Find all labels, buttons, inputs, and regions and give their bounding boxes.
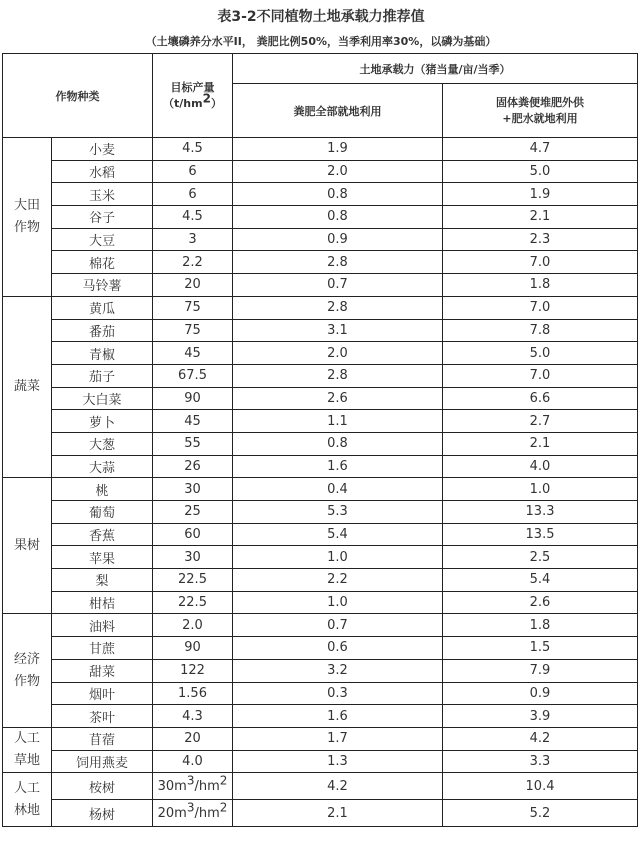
crop-name-cell: 茄子: [52, 364, 153, 387]
target-yield-cell: 4.5: [153, 138, 233, 161]
table-row: [3, 637, 638, 660]
table-row: [3, 160, 638, 183]
solid-compost-cell: 2.7: [443, 410, 638, 433]
target-yield-cell: 75: [153, 296, 233, 319]
target-yield-cell: 20: [153, 727, 233, 750]
solid-compost-cell: 7.0: [443, 296, 638, 319]
crop-name-cell: 玉米: [52, 183, 153, 206]
header-yield-label: 目标产量: [170, 80, 215, 94]
target-yield-cell: 90: [153, 637, 233, 660]
category-cell: 蔬菜: [3, 296, 52, 478]
target-yield-cell: 2.0: [153, 614, 233, 637]
table-row: [3, 546, 638, 569]
solid-compost-cell: 7.9: [443, 659, 638, 682]
category-cell: 人工 草地: [3, 727, 52, 772]
table-row: [3, 727, 638, 750]
category-cell: 人工 林地: [3, 773, 52, 827]
solid-compost-cell: 7.8: [443, 319, 638, 342]
manure-full-use-cell: 2.1: [233, 800, 443, 827]
manure-full-use-cell: 2.0: [233, 342, 443, 365]
crop-name-cell: 马铃薯: [52, 274, 153, 297]
table-row: [3, 432, 638, 455]
crop-name-cell: 茶叶: [52, 705, 153, 728]
manure-full-use-cell: 0.4: [233, 478, 443, 501]
crop-name-cell: 饲用燕麦: [52, 750, 153, 773]
manure-full-use-cell: 0.8: [233, 183, 443, 206]
solid-compost-cell: 4.7: [443, 138, 638, 161]
solid-compost-cell: 10.4: [443, 773, 638, 800]
target-yield-cell: 2.2: [153, 251, 233, 274]
table-row: [3, 501, 638, 524]
target-yield-cell: 6: [153, 160, 233, 183]
table-row: [3, 228, 638, 251]
solid-compost-cell: 5.0: [443, 342, 638, 365]
target-yield-cell: 4.0: [153, 750, 233, 773]
target-yield-cell: 75: [153, 319, 233, 342]
solid-compost-cell: 2.5: [443, 546, 638, 569]
table-row: [3, 523, 638, 546]
target-yield-cell: 6: [153, 183, 233, 206]
solid-compost-cell: 13.5: [443, 523, 638, 546]
manure-full-use-cell: 5.4: [233, 523, 443, 546]
crop-name-cell: 青椒: [52, 342, 153, 365]
crop-name-cell: 黄瓜: [52, 296, 153, 319]
manure-full-use-cell: 0.6: [233, 637, 443, 660]
crop-name-cell: 番茄: [52, 319, 153, 342]
table-row: [3, 478, 638, 501]
target-yield-cell: 25: [153, 501, 233, 524]
crop-name-cell: 桃: [52, 478, 153, 501]
table-row: [3, 296, 638, 319]
table-row: [3, 319, 638, 342]
solid-compost-cell: 3.9: [443, 705, 638, 728]
target-yield-cell: 30: [153, 478, 233, 501]
target-yield-cell: 60: [153, 523, 233, 546]
target-yield-cell: 22.5: [153, 591, 233, 614]
solid-compost-cell: 3.3: [443, 750, 638, 773]
crop-name-cell: 甘蔗: [52, 637, 153, 660]
table-row: [3, 183, 638, 206]
crop-name-cell: 烟叶: [52, 682, 153, 705]
crop-name-cell: 油料: [52, 614, 153, 637]
manure-full-use-cell: 1.3: [233, 750, 443, 773]
manure-full-use-cell: 4.2: [233, 773, 443, 800]
crop-name-cell: 萝卜: [52, 410, 153, 433]
manure-full-use-cell: 0.9: [233, 228, 443, 251]
category-cell: 大田 作物: [3, 138, 52, 297]
manure-full-use-cell: 1.9: [233, 138, 443, 161]
solid-compost-cell: 1.9: [443, 183, 638, 206]
table-row: [3, 591, 638, 614]
manure-full-use-cell: 2.0: [233, 160, 443, 183]
solid-compost-cell: 2.1: [443, 432, 638, 455]
manure-full-use-cell: 0.8: [233, 432, 443, 455]
manure-full-use-cell: 5.3: [233, 501, 443, 524]
solid-compost-cell: 2.1: [443, 206, 638, 229]
manure-full-use-cell: 2.8: [233, 364, 443, 387]
manure-full-use-cell: 0.8: [233, 206, 443, 229]
target-yield-cell: 4.5: [153, 206, 233, 229]
manure-full-use-cell: 2.8: [233, 251, 443, 274]
manure-full-use-cell: 1.6: [233, 455, 443, 478]
crop-name-cell: 棉花: [52, 251, 153, 274]
header-yield-unit: $(t/hm^2)$: [163, 90, 222, 110]
manure-full-use-cell: 1.0: [233, 591, 443, 614]
target-yield-cell: 1.56: [153, 682, 233, 705]
table-row: [3, 342, 638, 365]
header-solid-compost-export: 固体粪便堆肥外供 +肥水就地利用: [443, 84, 638, 138]
crop-name-cell: 柑桔: [52, 591, 153, 614]
crop-name-cell: 谷子: [52, 206, 153, 229]
solid-compost-cell: 6.6: [443, 387, 638, 410]
crop-name-cell: 大白菜: [52, 387, 153, 410]
solid-compost-cell: 0.9: [443, 682, 638, 705]
target-yield-cell: 122: [153, 659, 233, 682]
target-yield-cell: 26: [153, 455, 233, 478]
target-yield-cell: 45: [153, 342, 233, 365]
solid-compost-cell: 2.6: [443, 591, 638, 614]
table-row: [3, 138, 638, 161]
target-yield-cell: $20m^3/hm^2$: [153, 800, 233, 827]
target-yield-cell: 90: [153, 387, 233, 410]
target-yield-cell: 45: [153, 410, 233, 433]
target-yield-cell: 22.5: [153, 569, 233, 592]
crop-name-cell: 葡萄: [52, 501, 153, 524]
carrying-capacity-table: [2, 53, 638, 827]
solid-compost-cell: 5.2: [443, 800, 638, 827]
table-row: [3, 682, 638, 705]
table-row: [3, 206, 638, 229]
target-yield-cell: $30m^3/hm^2$: [153, 773, 233, 800]
table-subtitle: （土壤磷养分水平II， 粪肥比例50%，当季利用率30%，以磷为基础）: [145, 35, 497, 48]
table-row: [3, 800, 638, 827]
crop-name-cell: 水稻: [52, 160, 153, 183]
crop-name-cell: 大豆: [52, 228, 153, 251]
crop-name-cell: 梨: [52, 569, 153, 592]
table-row: [3, 364, 638, 387]
manure-full-use-cell: 1.1: [233, 410, 443, 433]
solid-compost-cell: 1.5: [443, 637, 638, 660]
manure-full-use-cell: 0.3: [233, 682, 443, 705]
target-yield-cell: 67.5: [153, 364, 233, 387]
target-yield-cell: 3: [153, 228, 233, 251]
manure-full-use-cell: 2.8: [233, 296, 443, 319]
manure-full-use-cell: 1.6: [233, 705, 443, 728]
category-cell: 经济 作物: [3, 614, 52, 727]
solid-compost-cell: 1.8: [443, 274, 638, 297]
target-yield-cell: 30: [153, 546, 233, 569]
solid-compost-cell: 1.0: [443, 478, 638, 501]
header-manure-full-use: 粪肥全部就地利用: [233, 84, 443, 138]
target-yield-cell: 55: [153, 432, 233, 455]
table-row: [3, 410, 638, 433]
category-cell: 果树: [3, 478, 52, 614]
solid-compost-cell: 7.0: [443, 251, 638, 274]
manure-full-use-cell: 0.7: [233, 274, 443, 297]
table-row: [3, 274, 638, 297]
table-row: [3, 251, 638, 274]
solid-compost-cell: 1.8: [443, 614, 638, 637]
table-row: [3, 387, 638, 410]
solid-compost-cell: 5.4: [443, 569, 638, 592]
crop-name-cell: 苜蓿: [52, 727, 153, 750]
manure-full-use-cell: 0.7: [233, 614, 443, 637]
manure-full-use-cell: 3.2: [233, 659, 443, 682]
table-row: [3, 455, 638, 478]
crop-name-cell: 桉树: [52, 773, 153, 800]
crop-name-cell: 小麦: [52, 138, 153, 161]
solid-compost-cell: 7.0: [443, 364, 638, 387]
table-row: [3, 750, 638, 773]
manure-full-use-cell: 2.6: [233, 387, 443, 410]
crop-name-cell: 苹果: [52, 546, 153, 569]
table-row: [3, 659, 638, 682]
solid-compost-cell: 13.3: [443, 501, 638, 524]
solid-compost-cell: 4.2: [443, 727, 638, 750]
manure-full-use-cell: 1.7: [233, 727, 443, 750]
solid-compost-cell: 4.0: [443, 455, 638, 478]
table-row: [3, 705, 638, 728]
header-crop-type: 作物种类: [3, 54, 153, 138]
target-yield-cell: 20: [153, 274, 233, 297]
table-title: 表3-2不同植物土地承载力推荐值: [217, 9, 425, 25]
crop-name-cell: 大蒜: [52, 455, 153, 478]
solid-compost-cell: 2.3: [443, 228, 638, 251]
table-row: [3, 614, 638, 637]
table-row: [3, 569, 638, 592]
crop-name-cell: 杨树: [52, 800, 153, 827]
crop-name-cell: 香蕉: [52, 523, 153, 546]
table-row: [3, 773, 638, 800]
target-yield-cell: 4.3: [153, 705, 233, 728]
manure-full-use-cell: 1.0: [233, 546, 443, 569]
manure-full-use-cell: 3.1: [233, 319, 443, 342]
crop-name-cell: 大葱: [52, 432, 153, 455]
header-land-capacity: 土地承载力（猪当量/亩/当季）: [233, 54, 638, 84]
header-target-yield: [153, 54, 233, 138]
solid-compost-cell: 5.0: [443, 160, 638, 183]
manure-full-use-cell: 2.2: [233, 569, 443, 592]
crop-name-cell: 甜菜: [52, 659, 153, 682]
